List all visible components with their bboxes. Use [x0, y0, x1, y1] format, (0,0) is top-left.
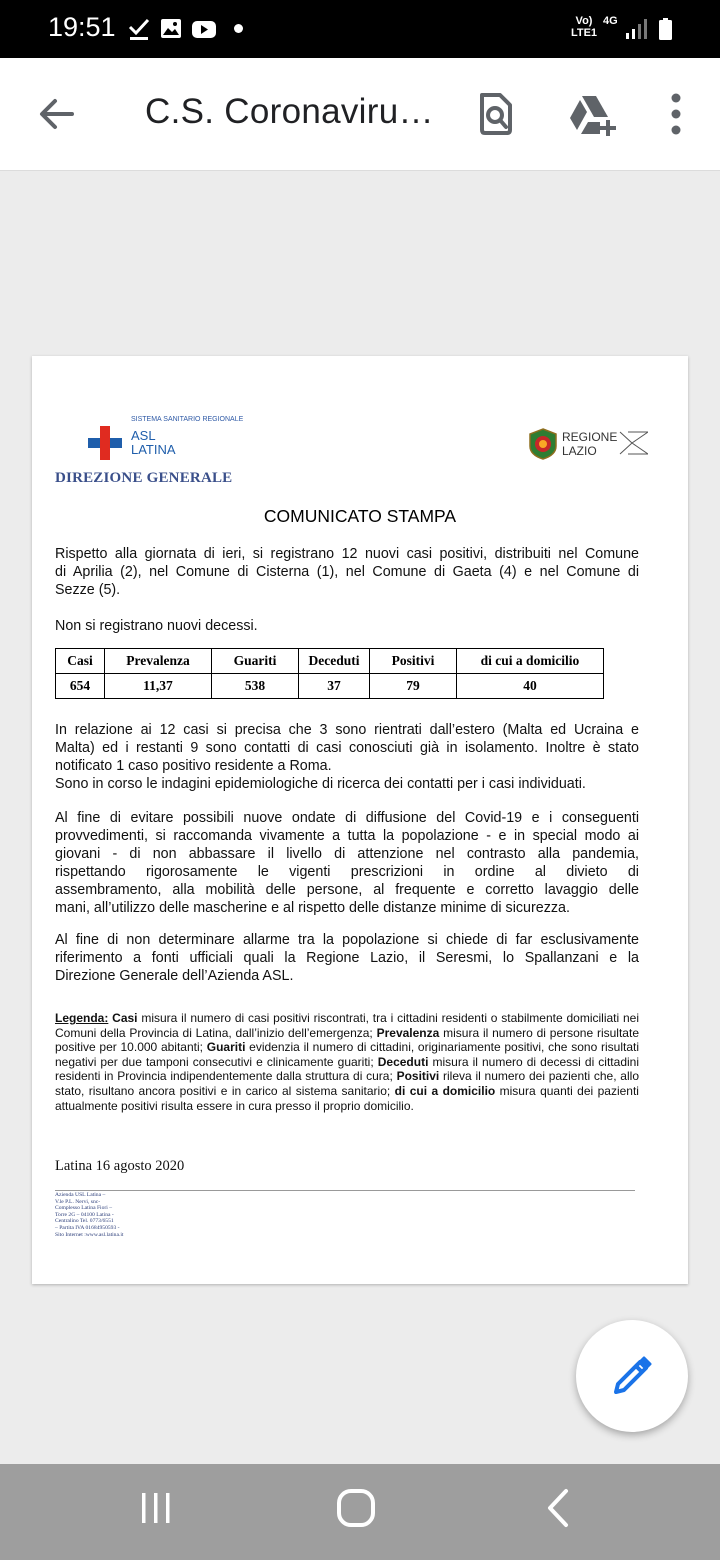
battery-icon: [659, 18, 672, 40]
footer-address: [55, 1192, 175, 1238]
edit-pencil-icon: [610, 1354, 654, 1398]
legend-term: Prevalenza: [376, 1025, 440, 1040]
document-page[interactable]: [32, 356, 688, 1284]
legend-label: Legenda:: [55, 1011, 109, 1025]
footer-line: Centralino Tel. 0773/6551: [55, 1218, 114, 1225]
table-cell: 538: [212, 674, 299, 699]
system-nav-bar: [0, 1464, 720, 1560]
text-line: Sezze (5).: [55, 582, 121, 598]
legend-term: Positivi: [396, 1069, 440, 1084]
table-header: Casi: [56, 649, 105, 674]
paragraph-recommendations: [55, 809, 639, 917]
back-arrow-icon[interactable]: [36, 94, 76, 134]
legend-text: misura quanti dei pazienti attualmente positivi risulta essere in cura presso il proprio domicilio.: [55, 1083, 639, 1113]
text-line: rispettando rigorosamente le vigenti prescrizioni in ordine al divieto di: [55, 864, 639, 880]
text-line: Al fine di non determinare allarme tra la popolazione si chiede di far esclusivamente: [55, 932, 639, 948]
footer-line: Azienda USL Latina –: [55, 1192, 106, 1198]
footer-line: V.le P.L. Nervi, snc-: [55, 1198, 101, 1205]
text-line: mani, all’utilizzo delle mascherine e al rispetto delle distanze minime di sicurezza.: [55, 900, 570, 916]
table-cell: 11,37: [105, 674, 212, 699]
paragraph-official-sources: [55, 931, 639, 985]
text-line: Direzione Generale dell’Azienda ASL.: [55, 968, 294, 984]
table-header: Deceduti: [299, 649, 370, 674]
footer-line: – Partita IVA 01684950593 -: [55, 1224, 120, 1231]
app-bar: [0, 58, 720, 171]
table-value-row: [56, 674, 604, 699]
press-release-title: COMUNICATO STAMPA: [263, 506, 457, 526]
text-line: di Aprilia (2), nel Comune di Cisterna (1), nel Comune di Gaeta (4) e nel Comune di: [55, 564, 639, 580]
text-line: Al fine di evitare possibili nuove ondate di diffusione del Covid-19 e i conseguenti: [55, 810, 639, 826]
back-icon[interactable]: [540, 1488, 574, 1528]
stats-table: [55, 648, 604, 699]
signal-icon: [624, 18, 648, 40]
lazio-name-line1: REGIONE: [562, 430, 618, 444]
table-header: Guariti: [212, 649, 299, 674]
recents-icon[interactable]: [138, 1490, 174, 1526]
table-cell: 79: [370, 674, 457, 699]
legend-term: Guariti: [206, 1040, 246, 1055]
status-time: 19:51: [48, 12, 116, 42]
find-in-page-icon[interactable]: [476, 92, 516, 136]
legend-term: di cui a domicilio: [394, 1083, 496, 1098]
add-to-drive-icon[interactable]: [568, 94, 616, 136]
table-cell: 40: [457, 674, 604, 699]
paragraph-case-details: [55, 721, 639, 793]
text-line: giovani - di non abbassare il livello di attenzione nel contrasto alla pandemia,: [55, 846, 639, 862]
text-line: assembramento, alla mobilità delle persone, al frequente e corretto lavaggio delle: [55, 882, 639, 898]
text-line: Rispetto alla giornata di ieri, si registrano 12 nuovi casi positivi, distribuiti nel Comune: [55, 546, 639, 562]
legend-text: misura il numero di decessi di cittadini residenti in Provincia indipendentemente dalla struttura di cura;: [55, 1054, 639, 1084]
direzione-heading: DIREZIONE GENERALE: [55, 470, 233, 486]
legend-text: rileva il numero dei pazienti che, allo stato, risultano ancora positivi e in carico al sistema sanitario;: [55, 1069, 639, 1098]
image-icon: [160, 16, 182, 42]
text-line: riferimento a fonti ufficiali quali la Regione Lazio, il Seresmi, lo Spallanzani e la: [55, 950, 639, 966]
text-line: Non si registrano nuovi decessi.: [55, 618, 258, 634]
volte-indicator: Vo) LTE1: [570, 15, 598, 39]
document-title: C.S. Coronaviru…: [145, 92, 434, 131]
table-cell: 654: [56, 674, 105, 699]
text-line: notificato 1 caso positivo residente a Roma.: [55, 758, 332, 774]
text-line: provvedimenti, si raccomanda vivamente a tutta la popolazione - e in special modo ai: [55, 828, 639, 844]
paragraph-no-deaths: [55, 617, 639, 635]
legend-text: misura il numero di casi positivi riscontrati, tra i cittadini residenti o stabilmente domiciliati nei Comuni della Provincia di Latina, dall’inizio dell’emergenza;: [55, 1011, 639, 1040]
youtube-icon: [191, 16, 217, 42]
more-vert-icon[interactable]: [664, 92, 688, 136]
asl-system-label: SISTEMA SANITARIO REGIONALE: [131, 416, 244, 423]
legend-text: evidenzia il numero di cittadini, originariamente positivi, che sono risultati negativi per due tamponi consecutivi e clinicamente guariti;: [55, 1040, 639, 1069]
home-icon[interactable]: [336, 1488, 376, 1528]
lazio-name: [562, 430, 617, 458]
footer-line: Sito Internet :www.asl.latina.it: [55, 1231, 124, 1238]
table-cell: 37: [299, 674, 370, 699]
footer-divider: [55, 1190, 635, 1191]
table-header-row: [56, 649, 604, 674]
asl-latina-logo: [88, 416, 298, 466]
dot-icon: [234, 24, 243, 33]
network-type: 4G: [603, 15, 618, 27]
legend: [55, 1011, 639, 1113]
table-header: di cui a domicilio: [457, 649, 604, 674]
check-icon: [128, 16, 150, 42]
asl-name-line2: LATINA: [131, 442, 176, 457]
paragraph-new-cases: [55, 545, 639, 599]
asl-name: [131, 429, 176, 457]
text-line: Malta) ed i restanti 9 sono contatti di casi conosciuti già in isolamento. Inoltre è stato: [55, 740, 639, 756]
legend-term: Casi: [112, 1011, 138, 1025]
asl-cross-icon: [88, 426, 122, 460]
lazio-emblem-icon: [528, 428, 558, 460]
table-header: Positivi: [370, 649, 457, 674]
asl-name-line1: ASL: [131, 428, 156, 443]
status-bar: [0, 0, 720, 58]
edit-fab-button[interactable]: [576, 1320, 688, 1432]
footer-line: Complesso Latina Fiori –: [55, 1205, 113, 1212]
text-line: In relazione ai 12 casi si precisa che 3 sono rientrati dall’estero (Malta ed Ucraina e: [55, 722, 639, 738]
document-date: Latina 16 agosto 2020: [55, 1158, 185, 1174]
text-line: Sono in corso le indagini epidemiologiche di ricerca dei contatti per i casi individuati.: [55, 776, 586, 792]
footer-line: Torre 2G – 04100 Latina -: [55, 1211, 114, 1218]
legend-term: Deceduti: [377, 1054, 429, 1069]
lazio-name-line2: LAZIO: [562, 444, 597, 458]
table-header: Prevalenza: [105, 649, 212, 674]
legend-text: misura il numero di persone risultate positive per 10.000 abitanti;: [55, 1025, 639, 1055]
regione-lazio-logo: [528, 428, 648, 462]
